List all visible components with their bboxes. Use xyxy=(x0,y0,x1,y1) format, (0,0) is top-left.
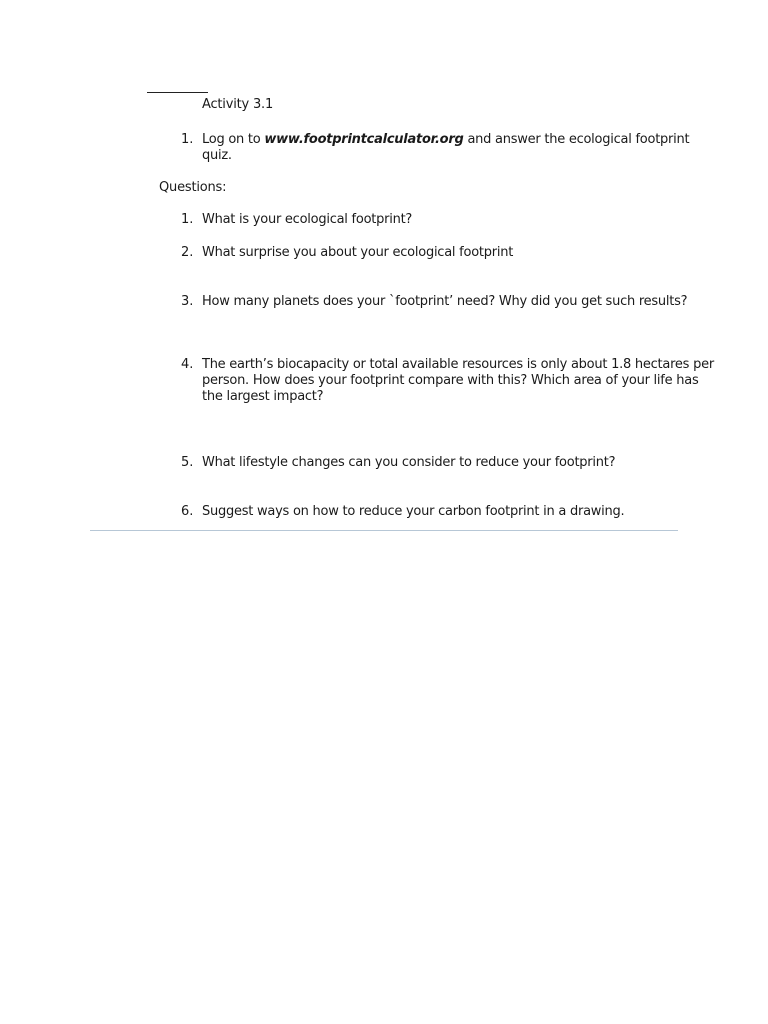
instruction-prefix: Log on to xyxy=(202,132,265,147)
questions-label: Questions: xyxy=(159,180,227,195)
question-text: What lifestyle changes can you consider to reduce your footprint? xyxy=(202,455,616,470)
question-text: What is your ecological footprint? xyxy=(202,212,413,227)
question-line: the largest impact? xyxy=(202,389,324,404)
question-text: Suggest ways on how to reduce your carbon footprint in a drawing. xyxy=(202,504,625,519)
question-text: What surprise you about your ecological footprint xyxy=(202,245,514,260)
question-line: person. How does your footprint compare with this? Which area of your life has xyxy=(202,373,699,388)
question-number: 1. xyxy=(181,212,194,227)
question-number: 3. xyxy=(181,294,194,309)
instruction-text xyxy=(202,132,689,164)
bottom-rule xyxy=(90,530,678,531)
instruction-suffix: and answer the ecological footprint xyxy=(463,132,690,147)
question-number: 4. xyxy=(181,357,194,372)
question-line: The earth’s biocapacity or total available resources is only about 1.8 hectares per xyxy=(202,357,714,372)
question-number: 5. xyxy=(181,455,194,470)
question-text xyxy=(202,357,714,405)
question-text: How many planets does your `footprint’ need? Why did you get such results? xyxy=(202,294,688,309)
instruction-number: 1. xyxy=(181,132,194,147)
instruction-suffix-line2: quiz. xyxy=(202,148,232,163)
question-number: 6. xyxy=(181,504,194,519)
top-rule xyxy=(147,92,208,93)
question-number: 2. xyxy=(181,245,194,260)
footprint-calculator-link[interactable]: www.footprintcalculator.org xyxy=(264,132,464,147)
activity-title: Activity 3.1 xyxy=(202,97,274,112)
